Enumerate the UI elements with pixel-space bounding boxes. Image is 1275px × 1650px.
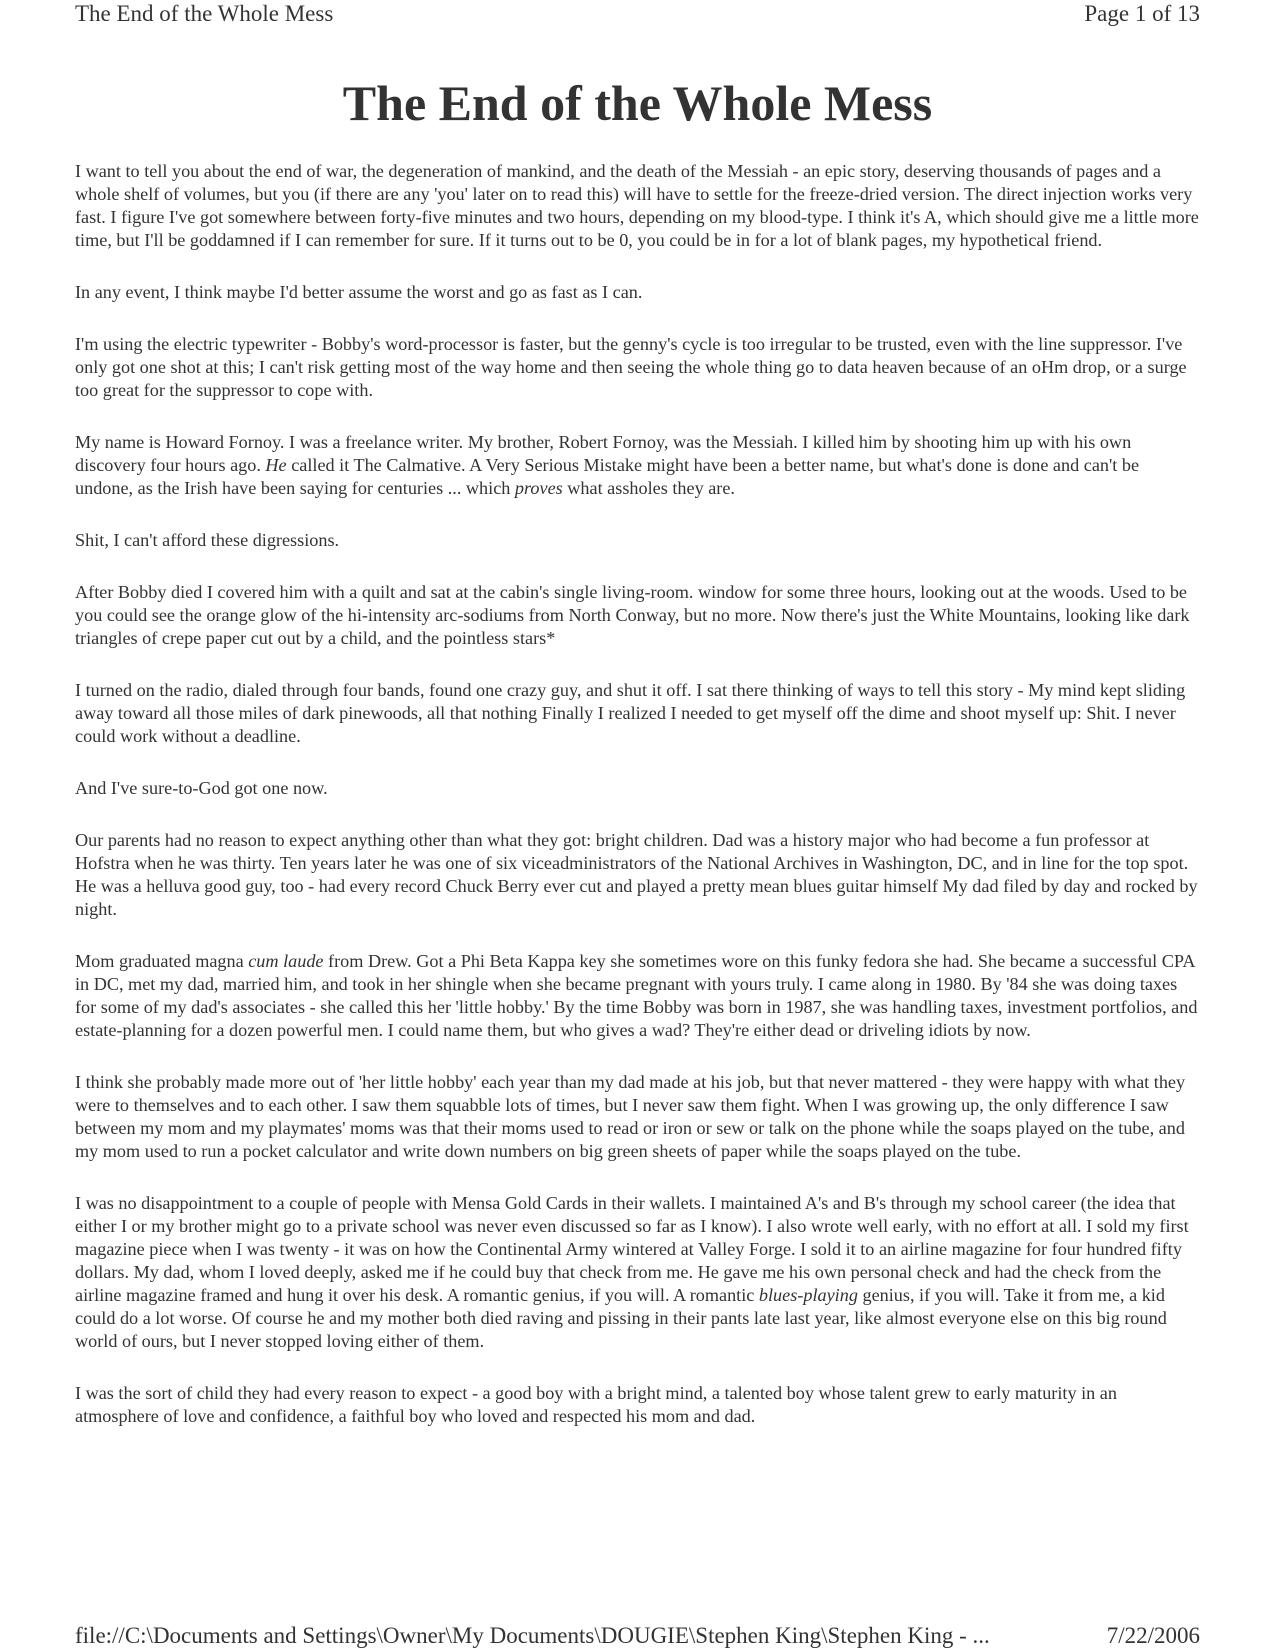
print-date: 7/22/2006 (1106, 1623, 1200, 1648)
paragraph: Mom graduated magna cum laude from Drew. Got a Phi Beta Kappa key she sometimes wore on this funky fedora she had. She became a successful CPA in DC, met my dad, married him, and took in her shingle when she became pregnant with yours truly. I came along in 1980. By '84 she was doing taxes for some of my dad's associates - she called this her 'little hobby.' By the time Bobby was born in 1987, she was handling taxes, investment portfolios, and estate-planning for a dozen powerful men. I could name them, but who gives a wad? They're either dead or driveling idiots by now. (75, 951, 1198, 1040)
emphasis: cum laude (248, 951, 324, 971)
paragraph: I think she probably made more out of 'her little hobby' each year than my dad made at his job, but that never mattered - they were happy with what they were to themselves and to each other. I saw them squabble lots of times, but I never saw them fight. When I was growing up, the only difference I saw between my mom and my playmates' moms was that their moms used to read or iron or sew or talk on the phone while the soaps played on the tube, and my mom used to run a pocket calculator and write down numbers on big green sheets of paper while the soaps played on the tube. (75, 1072, 1186, 1161)
file-path: file://C:\Documents and Settings\Owner\My Documents\DOUGIE\Stephen King\Stephen King - ... (75, 1623, 990, 1648)
paragraph: My name is Howard Fornoy. I was a freelance writer. My brother, Robert Fornoy, was the Messiah. I killed him by shooting him up with his own discovery four hours ago. He called it The Calmative. A Very Serious Mistake might have been a better name, but what's done is done and can't be undone, as the Irish have been saying for centuries ... which proves what assholes they are. (75, 432, 1140, 498)
paragraph: After Bobby died I covered him with a quilt and sat at the cabin's single living-room. window for some three hours, looking out at the woods. Used to be you could see the orange glow of the hi-intensity arc-sodiums from North Conway, but no more. Now there's just the White Mountains, looking like dark triangles of crepe paper cut out by a child, and the pointless stars* (75, 582, 1190, 648)
paragraph: I was no disappointment to a couple of people with Mensa Gold Cards in their wallets. I maintained A's and B's through my school career (the idea that either I or my brother might go to a private school was never even discussed so far as I know). I also wrote well early, with no effort at all. I sold my first magazine piece when I was twenty - it was on how the Continental Army wintered at Valley Forge. I sold it to an airline magazine for four hundred fifty dollars. My dad, whom I loved deeply, asked me if he could buy that check from me. He gave me his own personal check and had the check from the airline magazine framed and hung it over his desk. A romantic genius, if you will. A romantic blues-playing genius, if you will. Take it from me, a kid could do a lot worse. Of course he and my mother both died raving and pissing in their pants late last year, like almost everyone else on this big round world of ours, but I never stopped loving either of them. (75, 1193, 1189, 1351)
document-body (75, 160, 1200, 1457)
emphasis: proves (514, 478, 563, 498)
paragraph: Shit, I can't afford these digressions. (75, 530, 340, 550)
paragraph: In any event, I think maybe I'd better assume the worst and go as fast as I can. (75, 282, 643, 302)
document-title: The End of the Whole Mess (342, 75, 933, 131)
paragraph: I turned on the radio, dialed through four bands, found one crazy guy, and shut it off. I sat there thinking of ways to tell this story - My mind kept sliding away toward all those miles of dark pinewoods, all that nothing Finally I realized I needed to get myself off the dime and shoot myself up: Shit. I never could work without a deadline. (75, 680, 1186, 746)
paragraph: I'm using the electric typewriter - Bobby's word-processor is faster, but the genny's cycle is too irregular to be trusted, even with the line suppressor. I've only got one shot at this; I can't risk getting most of the way home and then seeing the whole thing go to data heaven because of an oHm drop, or a surge too great for the suppressor to cope with. (75, 334, 1187, 400)
paragraph: I want to tell you about the end of war, the degeneration of mankind, and the death of the Messiah - an epic story, deserving thousands of pages and a whole shelf of volumes, but you (if there are any 'you' later on to read this) will have to settle for the freeze-dried version. The direct injection works very fast. I figure I've got somewhere between forty-five minutes and two hours, depending on my blood-type. I think it's A, which should give me a little more time, but I'll be goddamned if I can remember for sure. If it turns out to be 0, you could be in for a lot of blank pages, my hypothetical friend. (75, 161, 1199, 250)
paragraph: I was the sort of child they had every reason to expect - a good boy with a bright mind, a talented boy whose talent grew to early maturity in an atmosphere of love and confidence, a faithful boy who loved and respected his mom and dad. (75, 1383, 1117, 1426)
emphasis: blues-playing (758, 1285, 858, 1305)
header-document-title: The End of the Whole Mess (75, 1, 334, 26)
paragraph: And I've sure-to-God got one now. (75, 778, 328, 798)
page-header (75, 0, 1200, 30)
paragraph: Our parents had no reason to expect anything other than what they got: bright children. Dad was a history major who had become a fun professor at Hofstra when he was thirty. Ten years later he was one of six viceadministrators of the National Archives in Washington, DC, and in line for the top spot. He was a helluva good guy, too - had every record Chuck Berry ever cut and played a pretty mean blues guitar himself My dad filed by day and rocked by night. (75, 830, 1198, 919)
page-indicator: Page 1 of 13 (1084, 1, 1200, 26)
page-footer (75, 1622, 1200, 1650)
emphasis: He (265, 455, 287, 475)
